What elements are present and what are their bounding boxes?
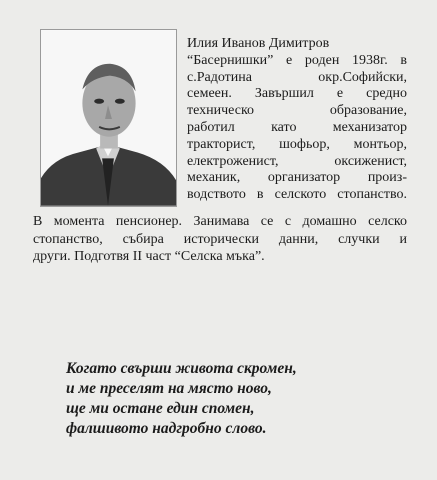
bio-line: тракторист, шофьор, монтьор, [187,136,407,152]
biography-text-beside-photo [187,36,407,204]
verse-line: ще ми остане един спомен, [66,400,255,417]
verse-line: и ме преселят на място ново, [66,380,272,397]
bio-line: работил като механизатор [187,119,407,135]
bio-line: Илия Иванов Димитров [187,36,330,51]
bio-line: семеен. Завършил е средно [187,86,407,102]
verse-line: Когато свърши живота скромен, [66,360,297,377]
verse-line: фалшивото надгробно слово. [66,420,267,437]
author-portrait-photo [40,29,177,207]
bio-line: електроженист, оксиженист, [187,153,407,169]
bio-line: водството в селското стопанство. [187,187,407,203]
bio-line: “Басернишки” е роден 1938г. в [187,52,407,68]
bio-line: В момента пенсионер. Занимава се с домашно селско [33,214,407,229]
bio-line: други. Подготвя II част “Селска мъка”. [33,249,265,264]
bio-line: с.Радотина окр.Софийски, [187,69,407,85]
bio-line: техническо образование, [187,103,407,119]
epitaph-verse [66,359,406,439]
bio-line: стопанство, събира исторически данни, случки и [33,231,407,247]
biography-text-full-width [33,213,407,266]
bio-line: механик, организатор произ- [187,170,407,186]
